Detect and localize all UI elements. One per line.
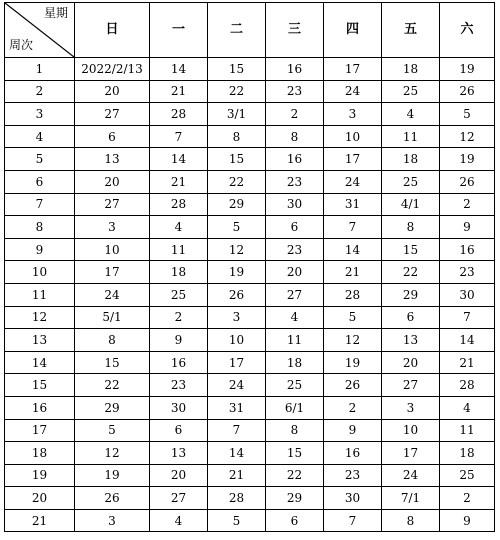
- date-cell: 11: [266, 329, 324, 352]
- date-cell: 27: [382, 374, 440, 397]
- table-row: [5, 329, 495, 352]
- date-cell: 2: [266, 103, 324, 126]
- date-cell: 25: [440, 464, 495, 487]
- date-cell: 27: [75, 103, 150, 126]
- date-cell: 4: [150, 216, 208, 239]
- table-row: [5, 261, 495, 284]
- date-cell: 3: [208, 306, 266, 329]
- table-row: [5, 374, 495, 397]
- date-cell: 7/1: [382, 487, 440, 510]
- date-cell: 15: [266, 442, 324, 465]
- date-cell: 9: [440, 216, 495, 239]
- date-cell: 4: [150, 509, 208, 532]
- date-cell: 21: [208, 464, 266, 487]
- date-cell: 25: [266, 374, 324, 397]
- date-cell: 18: [382, 148, 440, 171]
- date-cell: 29: [266, 487, 324, 510]
- week-number-cell: 4: [5, 125, 75, 148]
- date-cell: 10: [324, 125, 382, 148]
- date-cell: 30: [324, 487, 382, 510]
- date-cell: 2: [440, 193, 495, 216]
- date-cell: 3: [324, 103, 382, 126]
- date-cell: 14: [208, 442, 266, 465]
- date-cell: 23: [266, 238, 324, 261]
- date-cell: 26: [208, 283, 266, 306]
- date-cell: 15: [208, 58, 266, 81]
- date-cell: 28: [440, 374, 495, 397]
- date-cell: 21: [324, 261, 382, 284]
- table-row: [5, 442, 495, 465]
- date-cell: 23: [266, 80, 324, 103]
- date-cell: 29: [75, 396, 150, 419]
- date-cell: 22: [208, 170, 266, 193]
- date-cell: 23: [150, 374, 208, 397]
- week-number-cell: 7: [5, 193, 75, 216]
- week-number-cell: 1: [5, 58, 75, 81]
- table-row: [5, 509, 495, 532]
- date-cell: 25: [150, 283, 208, 306]
- table-row: [5, 170, 495, 193]
- date-cell: 7: [208, 419, 266, 442]
- date-cell: 9: [324, 419, 382, 442]
- table-row: [5, 306, 495, 329]
- date-cell: 28: [150, 193, 208, 216]
- date-cell: 4/1: [382, 193, 440, 216]
- date-cell: 3: [75, 216, 150, 239]
- date-cell: 24: [324, 80, 382, 103]
- week-number-cell: 10: [5, 261, 75, 284]
- week-number-cell: 2: [5, 80, 75, 103]
- date-cell: 18: [440, 442, 495, 465]
- date-cell: 17: [208, 351, 266, 374]
- day-header-sun: 日: [75, 3, 150, 58]
- week-number-cell: 11: [5, 283, 75, 306]
- date-cell: 8: [382, 509, 440, 532]
- date-cell: 21: [150, 80, 208, 103]
- date-cell: 2: [324, 396, 382, 419]
- date-cell: 15: [75, 351, 150, 374]
- week-number-cell: 9: [5, 238, 75, 261]
- day-header-fri: 五: [382, 3, 440, 58]
- date-cell: 16: [440, 238, 495, 261]
- date-cell: 20: [150, 464, 208, 487]
- date-cell: 23: [440, 261, 495, 284]
- week-number-cell: 3: [5, 103, 75, 126]
- date-cell: 6: [75, 125, 150, 148]
- date-cell: 14: [324, 238, 382, 261]
- date-cell: 20: [266, 261, 324, 284]
- date-cell: 9: [150, 329, 208, 352]
- date-cell: 2022/2/13: [75, 58, 150, 81]
- week-number-cell: 17: [5, 419, 75, 442]
- date-cell: 31: [208, 396, 266, 419]
- date-cell: 14: [150, 148, 208, 171]
- date-cell: 25: [382, 170, 440, 193]
- date-cell: 5/1: [75, 306, 150, 329]
- table-row: [5, 419, 495, 442]
- date-cell: 21: [150, 170, 208, 193]
- date-cell: 23: [266, 170, 324, 193]
- date-cell: 26: [324, 374, 382, 397]
- week-number-cell: 14: [5, 351, 75, 374]
- date-cell: 4: [266, 306, 324, 329]
- date-cell: 24: [208, 374, 266, 397]
- table-row: [5, 238, 495, 261]
- date-cell: 6: [266, 216, 324, 239]
- date-cell: 7: [324, 216, 382, 239]
- date-cell: 9: [440, 509, 495, 532]
- date-cell: 28: [150, 103, 208, 126]
- date-cell: 19: [440, 148, 495, 171]
- table-row: [5, 193, 495, 216]
- week-number-cell: 6: [5, 170, 75, 193]
- date-cell: 15: [208, 148, 266, 171]
- day-header-sat: 六: [440, 3, 495, 58]
- date-cell: 28: [324, 283, 382, 306]
- date-cell: 6: [382, 306, 440, 329]
- date-cell: 27: [75, 193, 150, 216]
- day-header-tue: 二: [208, 3, 266, 58]
- date-cell: 23: [324, 464, 382, 487]
- header-row: [5, 3, 495, 58]
- date-cell: 19: [208, 261, 266, 284]
- week-number-cell: 20: [5, 487, 75, 510]
- date-cell: 15: [382, 238, 440, 261]
- date-cell: 21: [440, 351, 495, 374]
- date-cell: 31: [324, 193, 382, 216]
- date-cell: 26: [440, 170, 495, 193]
- date-cell: 22: [75, 374, 150, 397]
- week-number-cell: 12: [5, 306, 75, 329]
- date-cell: 13: [382, 329, 440, 352]
- table-row: [5, 396, 495, 419]
- date-cell: 17: [382, 442, 440, 465]
- date-cell: 14: [150, 58, 208, 81]
- date-cell: 30: [440, 283, 495, 306]
- date-cell: 30: [150, 396, 208, 419]
- date-cell: 5: [208, 509, 266, 532]
- table-row: [5, 464, 495, 487]
- date-cell: 20: [75, 80, 150, 103]
- date-cell: 17: [324, 58, 382, 81]
- week-number-cell: 8: [5, 216, 75, 239]
- week-number-cell: 16: [5, 396, 75, 419]
- date-cell: 7: [150, 125, 208, 148]
- date-cell: 24: [324, 170, 382, 193]
- date-cell: 8: [208, 125, 266, 148]
- date-cell: 3: [75, 509, 150, 532]
- date-cell: 6: [150, 419, 208, 442]
- date-cell: 4: [382, 103, 440, 126]
- date-cell: 13: [75, 148, 150, 171]
- date-cell: 8: [75, 329, 150, 352]
- date-cell: 22: [266, 464, 324, 487]
- date-cell: 19: [324, 351, 382, 374]
- date-cell: 11: [440, 419, 495, 442]
- date-cell: 16: [266, 148, 324, 171]
- table-row: [5, 103, 495, 126]
- corner-header-cell: [5, 3, 75, 58]
- date-cell: 6/1: [266, 396, 324, 419]
- week-axis-label: 周次: [9, 38, 34, 52]
- week-number-cell: 13: [5, 329, 75, 352]
- table-row: [5, 58, 495, 81]
- date-cell: 18: [266, 351, 324, 374]
- date-cell: 10: [208, 329, 266, 352]
- table-row: [5, 216, 495, 239]
- date-cell: 11: [382, 125, 440, 148]
- date-cell: 3: [382, 396, 440, 419]
- date-cell: 19: [440, 58, 495, 81]
- date-cell: 16: [150, 351, 208, 374]
- date-cell: 29: [208, 193, 266, 216]
- date-cell: 11: [150, 238, 208, 261]
- date-cell: 24: [75, 283, 150, 306]
- date-cell: 2: [440, 487, 495, 510]
- date-cell: 29: [382, 283, 440, 306]
- date-cell: 22: [382, 261, 440, 284]
- date-cell: 27: [150, 487, 208, 510]
- week-number-cell: 21: [5, 509, 75, 532]
- date-cell: 12: [208, 238, 266, 261]
- day-header-wed: 三: [266, 3, 324, 58]
- week-number-cell: 19: [5, 464, 75, 487]
- date-cell: 14: [440, 329, 495, 352]
- week-number-cell: 5: [5, 148, 75, 171]
- day-header-mon: 一: [150, 3, 208, 58]
- date-cell: 19: [75, 464, 150, 487]
- date-cell: 28: [208, 487, 266, 510]
- calendar-body: [5, 58, 495, 532]
- date-cell: 8: [266, 419, 324, 442]
- table-row: [5, 148, 495, 171]
- date-cell: 10: [382, 419, 440, 442]
- table-row: [5, 125, 495, 148]
- date-cell: 17: [324, 148, 382, 171]
- date-cell: 5: [208, 216, 266, 239]
- week-number-cell: 18: [5, 442, 75, 465]
- date-cell: 2: [150, 306, 208, 329]
- date-cell: 20: [382, 351, 440, 374]
- date-cell: 3/1: [208, 103, 266, 126]
- date-cell: 26: [440, 80, 495, 103]
- date-cell: 4: [440, 396, 495, 419]
- date-cell: 26: [75, 487, 150, 510]
- date-cell: 12: [440, 125, 495, 148]
- date-cell: 12: [324, 329, 382, 352]
- date-cell: 18: [150, 261, 208, 284]
- date-cell: 18: [382, 58, 440, 81]
- date-cell: 22: [208, 80, 266, 103]
- date-cell: 13: [150, 442, 208, 465]
- date-cell: 20: [75, 170, 150, 193]
- date-cell: 7: [324, 509, 382, 532]
- date-cell: 8: [382, 216, 440, 239]
- date-cell: 6: [266, 509, 324, 532]
- table-row: [5, 80, 495, 103]
- calendar-table: [4, 2, 495, 532]
- date-cell: 8: [266, 125, 324, 148]
- date-cell: 5: [75, 419, 150, 442]
- date-cell: 27: [266, 283, 324, 306]
- date-cell: 24: [382, 464, 440, 487]
- date-cell: 5: [440, 103, 495, 126]
- date-cell: 12: [75, 442, 150, 465]
- table-row: [5, 351, 495, 374]
- date-cell: 25: [382, 80, 440, 103]
- table-row: [5, 487, 495, 510]
- weekday-axis-label: 星期: [43, 6, 68, 20]
- week-number-cell: 15: [5, 374, 75, 397]
- date-cell: 10: [75, 238, 150, 261]
- day-header-thu: 四: [324, 3, 382, 58]
- date-cell: 17: [75, 261, 150, 284]
- date-cell: 16: [324, 442, 382, 465]
- date-cell: 30: [266, 193, 324, 216]
- date-cell: 7: [440, 306, 495, 329]
- table-row: [5, 283, 495, 306]
- date-cell: 5: [324, 306, 382, 329]
- date-cell: 16: [266, 58, 324, 81]
